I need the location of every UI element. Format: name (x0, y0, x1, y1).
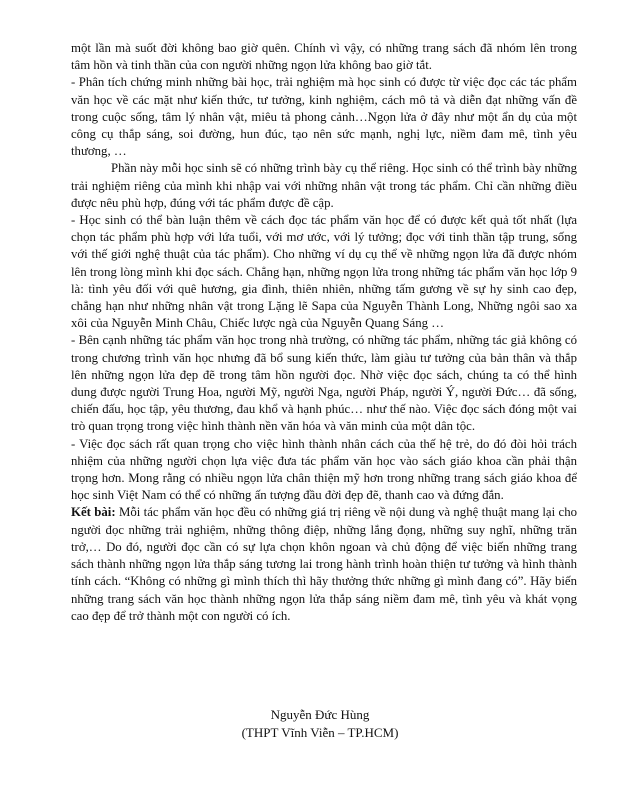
paragraph-3: Phần này mỗi học sinh sẽ có những trình bày cụ thể riêng. Học sinh có thể trình bày những trải nghiệm riêng của mình khi nhập vai với những nhân vật trong tác phẩm. Chỉ cần những điều được nêu phù hợp, đúng với tác phẩm được đề cập. (71, 161, 577, 210)
paragraph-6: - Việc đọc sách rất quan trọng cho việc hình thành nhân cách của thế hệ trẻ, do đó đòi hỏi trách nhiệm của những người chọn lựa việc đưa tác phẩm văn học vào sách giáo khoa cần phải thận trọng hơn. Mong rằng có nhiều ngọn lửa chân thiện mỹ hơn trong những trang sách giáo khoa để học sinh Việt Nam có thể có những ấn tượng đầu đời đẹp đẽ, thanh cao và đứng đắn. (71, 436, 577, 503)
paragraph-1: một lần mà suốt đời không bao giờ quên. Chính vì vậy, có những trang sách đã nhóm lên trong tâm hồn và tinh thần của con người những ngọn lửa không bao giờ tắt. (71, 41, 577, 73)
essay-body (71, 40, 577, 625)
paragraph-5: - Bên cạnh những tác phẩm văn học trong nhà trường, có những tác phẩm, những tác giả không có trong chương trình văn học nhưng đã bổ sung kiến thức, làm giàu tư tưởng của bản thân và thắp lên những ngọn lửa đẹp đẽ trong tâm hồn người đọc. Nhờ việc đọc sách, chúng ta có thể hình dung được người Trung Hoa, người Mỹ, người Nga, người Pháp, người Ý, người Đức… đã sống, chiến đấu, học tập, yêu thương, đau khổ và hạnh phúc… như thế nào. Việc đọc sách đóng một vai trò quan trọng trong việc hình thành nền văn hóa và văn minh của một dân tộc. (71, 333, 577, 434)
author-name: Nguyễn Đức Hùng (270, 707, 370, 722)
conclusion-text: Mỗi tác phẩm văn học đều có những giá trị riêng về nội dung và nghệ thuật mang lại cho người đọc những trải nghiệm, những thông điệp, những lắng đọng, những suy nghĩ, những trăn trở,… Do đó, người đọc cần có sự lựa chọn khôn ngoan và chủ động để việc biến những trang sách thành những ngọn lửa thắp sáng tương lai trong hành trình hoàn thiện tư tưởng và hình thành tính cách. “Không có những gì mình thích thì hãy thưởng thức những gì mình đang có”. Hãy biến những trang sách văn học thành những ngọn lửa thắp sáng niềm đam mê, tình yêu và khát vọng cao đẹp để trở thành một con người có ích. (71, 505, 577, 623)
signature-block (0, 706, 640, 742)
paragraph-4: - Học sinh có thể bàn luận thêm về cách đọc tác phẩm văn học để có được kết quả tốt nhất (lựa chọn tác phẩm phù hợp với lứa tuổi, với mơ ước, với lý tưởng; đọc với tinh thần tập trung, sống với thế giới nghệ thuật của tác phẩm). Cho những ví dụ cụ thể về những ngọn lửa đã được nhóm lên trong lòng mình khi đọc sách. Chẳng hạn, những ngọn lửa trong những tác phẩm văn học lớp 9 là: tình yêu đối với quê hương, gia đình, thiên nhiên, những tấm gương về sự hy sinh cao đẹp, chẳng hạn như những nhân vật trong Lặng lẽ Sapa của Nguyễn Thành Long, Những ngôi sao xa xôi của Nguyễn Minh Châu, Chiếc lược ngà của Nguyễn Quang Sáng … (71, 213, 577, 331)
conclusion-paragraph (71, 504, 577, 624)
paragraph-2: - Phân tích chứng minh những bài học, trải nghiệm mà học sinh có được từ việc đọc các tác phẩm văn học về các mặt như kiến thức, tư tưởng, kinh nghiệm, cách mô tả và diễn đạt những vấn đề trong cuộc sống, tâm lý nhân vật, miêu tả phong cảnh…Ngọn lửa ở đây như một ẩn dụ của một công cụ thắp sáng, soi đường, hun đúc, tạo nên sức mạnh, nghị lực, niềm đam mê, tình yêu thương, … (71, 75, 577, 159)
conclusion-label: Kết bài: (71, 505, 116, 520)
author-school: (THPT Vĩnh Viễn – TP.HCM) (241, 725, 399, 740)
